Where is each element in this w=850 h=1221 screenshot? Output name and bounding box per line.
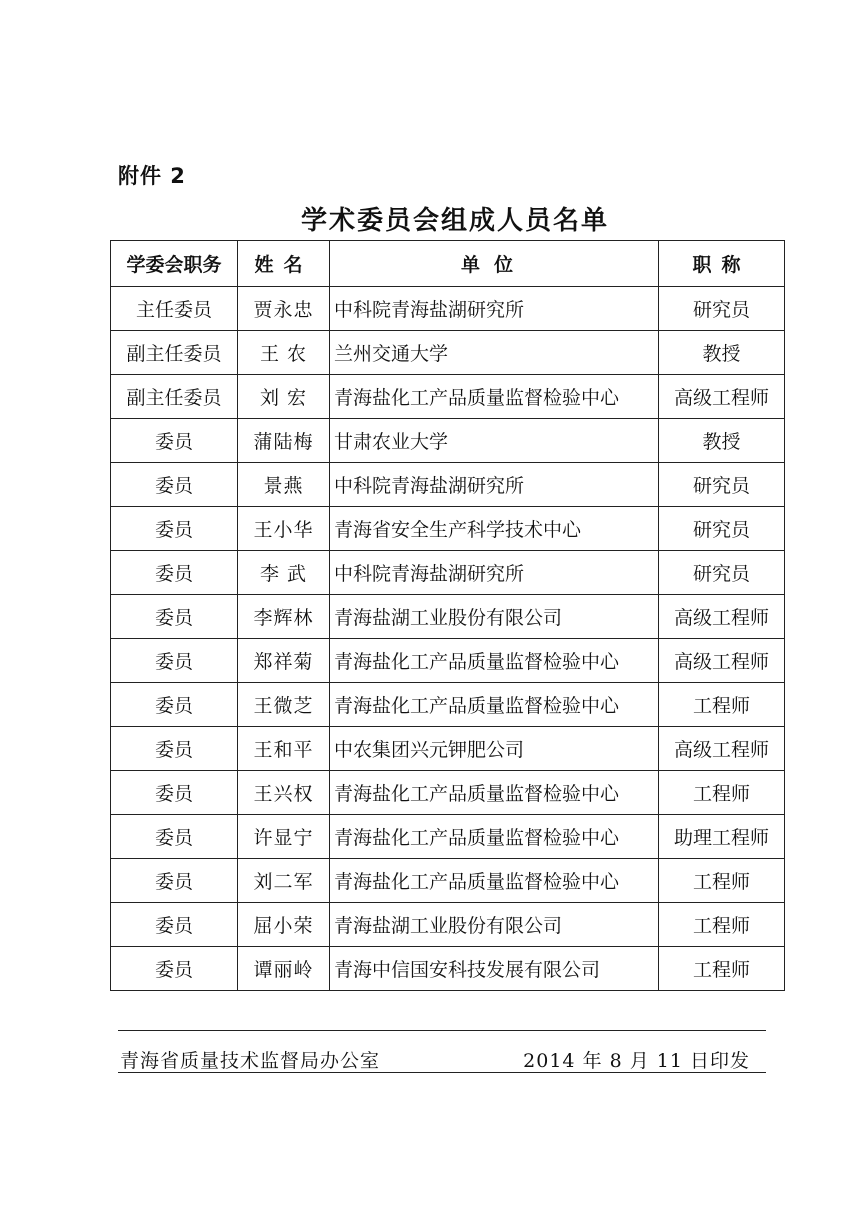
cell-title: 工程师 <box>659 859 785 903</box>
cell-unit: 青海盐化工产品质量监督检验中心 <box>330 683 659 727</box>
cell-name: 王小华 <box>238 507 330 551</box>
cell-unit: 中科院青海盐湖研究所 <box>330 287 659 331</box>
cell-unit: 青海中信国安科技发展有限公司 <box>330 947 659 991</box>
members-table <box>110 240 785 991</box>
header-unit: 单位 <box>330 241 659 287</box>
cell-unit: 甘肃农业大学 <box>330 419 659 463</box>
cell-title: 助理工程师 <box>659 815 785 859</box>
footer-rule-top <box>118 1030 766 1031</box>
cell-role: 委员 <box>111 683 238 727</box>
attachment-label: 附件 2 <box>118 164 186 188</box>
cell-name: 蒲陆梅 <box>238 419 330 463</box>
cell-title: 工程师 <box>659 903 785 947</box>
cell-role: 副主任委员 <box>111 375 238 419</box>
cell-role: 委员 <box>111 815 238 859</box>
cell-unit: 青海盐湖工业股份有限公司 <box>330 595 659 639</box>
cell-role: 委员 <box>111 419 238 463</box>
cell-unit: 青海盐化工产品质量监督检验中心 <box>330 771 659 815</box>
cell-name: 景燕 <box>238 463 330 507</box>
cell-role: 委员 <box>111 947 238 991</box>
cell-role: 委员 <box>111 463 238 507</box>
table-row <box>111 727 785 771</box>
cell-name: 王和平 <box>238 727 330 771</box>
cell-title: 研究员 <box>659 463 785 507</box>
cell-role: 委员 <box>111 595 238 639</box>
cell-unit: 青海盐化工产品质量监督检验中心 <box>330 375 659 419</box>
table-row <box>111 903 785 947</box>
cell-title: 高级工程师 <box>659 595 785 639</box>
cell-title: 高级工程师 <box>659 375 785 419</box>
table-row <box>111 815 785 859</box>
cell-unit: 中科院青海盐湖研究所 <box>330 551 659 595</box>
cell-title: 高级工程师 <box>659 639 785 683</box>
cell-name: 李 武 <box>238 551 330 595</box>
cell-unit: 兰州交通大学 <box>330 331 659 375</box>
cell-name: 王兴权 <box>238 771 330 815</box>
table-body <box>111 287 785 991</box>
table-row <box>111 551 785 595</box>
cell-role: 委员 <box>111 859 238 903</box>
cell-role: 委员 <box>111 551 238 595</box>
table-row <box>111 287 785 331</box>
table-row <box>111 859 785 903</box>
cell-name: 王微芝 <box>238 683 330 727</box>
table-row <box>111 639 785 683</box>
cell-title: 研究员 <box>659 287 785 331</box>
footer-rule-bottom <box>118 1072 766 1073</box>
cell-name: 李辉林 <box>238 595 330 639</box>
cell-title: 工程师 <box>659 771 785 815</box>
table-row <box>111 331 785 375</box>
table-row <box>111 419 785 463</box>
cell-title: 工程师 <box>659 947 785 991</box>
cell-name: 刘 宏 <box>238 375 330 419</box>
table-row <box>111 507 785 551</box>
header-name: 姓名 <box>238 241 330 287</box>
cell-unit: 青海盐化工产品质量监督检验中心 <box>330 859 659 903</box>
cell-role: 主任委员 <box>111 287 238 331</box>
header-role: 学委会职务 <box>111 241 238 287</box>
cell-unit: 青海盐湖工业股份有限公司 <box>330 903 659 947</box>
cell-role: 委员 <box>111 903 238 947</box>
cell-title: 研究员 <box>659 551 785 595</box>
cell-name: 贾永忠 <box>238 287 330 331</box>
cell-title: 教授 <box>659 331 785 375</box>
table-header-row <box>111 241 785 287</box>
cell-role: 委员 <box>111 771 238 815</box>
cell-name: 郑祥菊 <box>238 639 330 683</box>
document-title: 学术委员会组成人员名单 <box>300 206 609 236</box>
cell-role: 委员 <box>111 727 238 771</box>
cell-name: 许显宁 <box>238 815 330 859</box>
issuer: 青海省质量技术监督局办公室 <box>120 1050 381 1072</box>
cell-unit: 青海盐化工产品质量监督检验中心 <box>330 815 659 859</box>
cell-title: 高级工程师 <box>659 727 785 771</box>
cell-name: 屈小荣 <box>238 903 330 947</box>
table-row <box>111 683 785 727</box>
cell-title: 教授 <box>659 419 785 463</box>
table-row <box>111 947 785 991</box>
print-date: 2014 年 8 月 11 日印发 <box>523 1050 750 1072</box>
table-row <box>111 595 785 639</box>
cell-unit: 中农集团兴元钾肥公司 <box>330 727 659 771</box>
cell-unit: 青海盐化工产品质量监督检验中心 <box>330 639 659 683</box>
cell-name: 刘二军 <box>238 859 330 903</box>
cell-name: 王 农 <box>238 331 330 375</box>
cell-role: 委员 <box>111 507 238 551</box>
cell-unit: 青海省安全生产科学技术中心 <box>330 507 659 551</box>
header-title: 职称 <box>659 241 785 287</box>
table-row <box>111 463 785 507</box>
cell-title: 工程师 <box>659 683 785 727</box>
cell-title: 研究员 <box>659 507 785 551</box>
cell-role: 委员 <box>111 639 238 683</box>
cell-role: 副主任委员 <box>111 331 238 375</box>
table-row <box>111 771 785 815</box>
cell-unit: 中科院青海盐湖研究所 <box>330 463 659 507</box>
table-row <box>111 375 785 419</box>
cell-name: 谭丽岭 <box>238 947 330 991</box>
